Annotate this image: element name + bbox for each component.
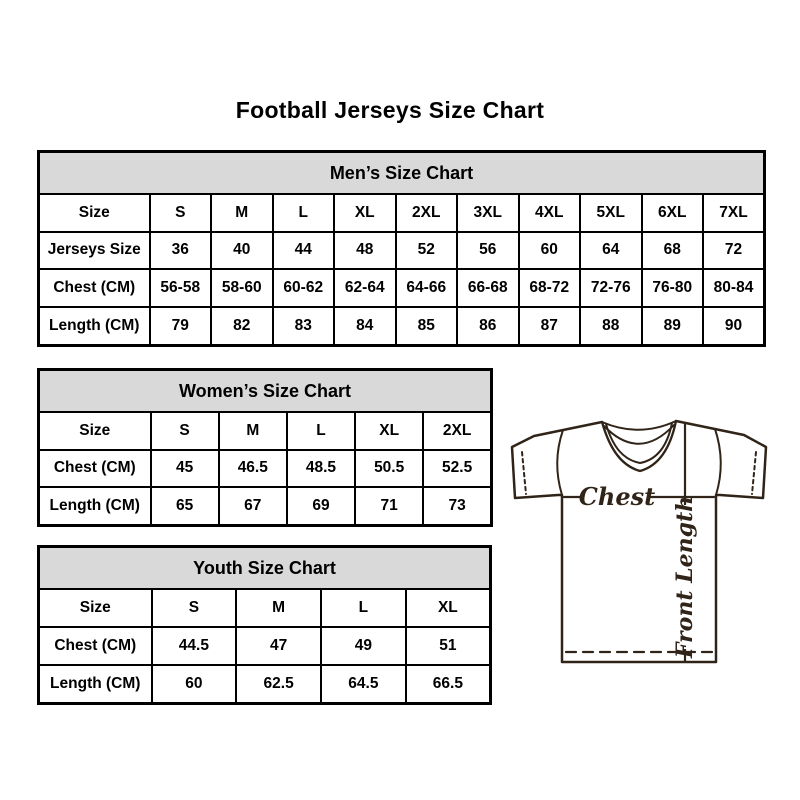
row-header-cell: Size — [39, 412, 151, 450]
collar-back-curve — [602, 421, 676, 430]
value-cell: 52 — [396, 232, 458, 270]
value-cell: 49 — [321, 627, 406, 665]
value-cell: 50.5 — [355, 450, 423, 488]
table-row — [39, 487, 492, 525]
value-cell: 89 — [642, 307, 704, 346]
value-cell: 5XL — [580, 194, 642, 232]
value-cell: 82 — [211, 307, 273, 346]
value-cell: L — [287, 412, 355, 450]
chest-label: Chest — [578, 482, 656, 511]
womens-table-header-row — [39, 370, 492, 413]
mens-table-header-row — [39, 152, 765, 195]
womens-size-table — [37, 368, 493, 527]
value-cell: 40 — [211, 232, 273, 270]
mens-size-table — [37, 150, 766, 347]
value-cell: 65 — [151, 487, 219, 525]
sleeve-stitch-right — [752, 452, 756, 494]
value-cell: 69 — [287, 487, 355, 525]
value-cell: 45 — [151, 450, 219, 488]
page-title: Football Jerseys Size Chart — [235, 97, 545, 123]
value-cell: 72 — [703, 232, 765, 270]
table-row — [39, 450, 492, 488]
row-header-cell: Size — [39, 589, 152, 627]
value-cell: 68-72 — [519, 269, 581, 307]
front-length-label: Front Length — [672, 495, 698, 659]
table-row — [39, 269, 765, 307]
value-cell: 68 — [642, 232, 704, 270]
row-header-cell: Chest (CM) — [39, 627, 152, 665]
value-cell: 44 — [273, 232, 335, 270]
table-row — [39, 307, 765, 346]
youth-table-title: Youth Size Chart — [39, 547, 491, 590]
row-header-cell: Chest (CM) — [39, 269, 150, 307]
value-cell: 66-68 — [457, 269, 519, 307]
mens-table-title: Men’s Size Chart — [39, 152, 765, 195]
table-row — [39, 194, 765, 232]
value-cell: XL — [355, 412, 423, 450]
value-cell: 36 — [150, 232, 212, 270]
value-cell: 58-60 — [211, 269, 273, 307]
value-cell: S — [151, 412, 219, 450]
value-cell: 56-58 — [150, 269, 212, 307]
table-row — [39, 627, 491, 665]
value-cell: 64-66 — [396, 269, 458, 307]
row-header-cell: Length (CM) — [39, 487, 151, 525]
value-cell: 7XL — [703, 194, 765, 232]
value-cell: M — [236, 589, 321, 627]
row-header-cell: Size — [39, 194, 150, 232]
value-cell: 56 — [457, 232, 519, 270]
value-cell: 72-76 — [580, 269, 642, 307]
value-cell: 86 — [457, 307, 519, 346]
armhole-seam-right — [715, 429, 721, 495]
value-cell: 66.5 — [406, 665, 491, 704]
value-cell: 51 — [406, 627, 491, 665]
value-cell: 2XL — [423, 412, 491, 450]
value-cell: 60 — [152, 665, 237, 704]
value-cell: M — [211, 194, 273, 232]
value-cell: 64 — [580, 232, 642, 270]
table-row — [39, 589, 491, 627]
value-cell: 3XL — [457, 194, 519, 232]
value-cell: 71 — [355, 487, 423, 525]
jersey-outline-icon — [512, 421, 766, 662]
value-cell: 52.5 — [423, 450, 491, 488]
value-cell: 67 — [219, 487, 287, 525]
value-cell: 87 — [519, 307, 581, 346]
value-cell: XL — [334, 194, 396, 232]
value-cell: 83 — [273, 307, 335, 346]
value-cell: 60-62 — [273, 269, 335, 307]
value-cell: 80-84 — [703, 269, 765, 307]
value-cell: 48 — [334, 232, 396, 270]
value-cell: 62.5 — [236, 665, 321, 704]
value-cell: 79 — [150, 307, 212, 346]
row-header-cell: Chest (CM) — [39, 450, 151, 488]
row-header-cell: Length (CM) — [39, 665, 152, 704]
value-cell: 62-64 — [334, 269, 396, 307]
value-cell: XL — [406, 589, 491, 627]
value-cell: L — [321, 589, 406, 627]
value-cell: 6XL — [642, 194, 704, 232]
value-cell: 47 — [236, 627, 321, 665]
value-cell: 88 — [580, 307, 642, 346]
row-header-cell: Length (CM) — [39, 307, 150, 346]
table-row — [39, 412, 492, 450]
collar-inner-curve — [604, 425, 674, 444]
value-cell: 2XL — [396, 194, 458, 232]
value-cell: 48.5 — [287, 450, 355, 488]
jersey-measurement-diagram — [500, 410, 780, 672]
table-row — [39, 665, 491, 704]
row-header-cell: Jerseys Size — [39, 232, 150, 270]
value-cell: 64.5 — [321, 665, 406, 704]
value-cell: 76-80 — [642, 269, 704, 307]
value-cell: 60 — [519, 232, 581, 270]
value-cell: 84 — [334, 307, 396, 346]
youth-table-header-row — [39, 547, 491, 590]
value-cell: S — [150, 194, 212, 232]
value-cell: S — [152, 589, 237, 627]
value-cell: L — [273, 194, 335, 232]
value-cell: 4XL — [519, 194, 581, 232]
value-cell: M — [219, 412, 287, 450]
table-row — [39, 232, 765, 270]
armhole-seam-left — [557, 430, 563, 495]
value-cell: 46.5 — [219, 450, 287, 488]
value-cell: 85 — [396, 307, 458, 346]
value-cell: 90 — [703, 307, 765, 346]
womens-table-title: Women’s Size Chart — [39, 370, 492, 413]
sleeve-stitch-left — [522, 452, 526, 494]
value-cell: 73 — [423, 487, 491, 525]
value-cell: 44.5 — [152, 627, 237, 665]
youth-size-table — [37, 545, 492, 705]
